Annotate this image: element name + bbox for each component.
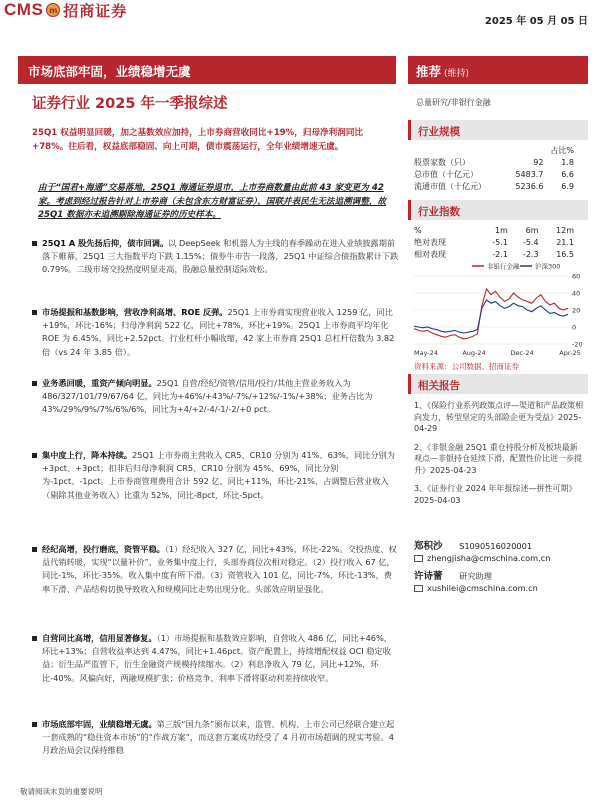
paragraph-text: 第三版“国九条”颁布以来，监管、机构、上市公司已经联合建立起一套成熟的“稳住资本市场”的“作战方案”，而这套方案成功经受了 4 月初市场超调的现实考验。4 月政治局会议保持维稳 (42, 719, 395, 756)
paragraph-proprietary (32, 632, 400, 685)
paragraph-text: （1）市场提振和基数效应影响，自营收入 486 亿，同比+46%，环比+13%；自营收益率达到 4.47%，同比+1.46pct。资产配置上，持续增配权益 OCI 稳定收益；衍生品严监管下，衍生金融资产规模持续缩水。（2）利息净收入 79 亿，同比+12%，环比-40%。风偏向好，两融规模扩张；价格竞争、利率下滑将驱动利差持续收窄。 (42, 633, 392, 683)
paragraph-heading: 25Q1 A 股先扬后抑，债市回调。 (42, 238, 169, 248)
row-value: -5.1 (492, 237, 508, 247)
logo-mark-icon: m (46, 3, 60, 17)
paragraph-market (32, 237, 400, 277)
related-report-link[interactable]: 3、《证券行业 2024 年年报综述—拼性可期》2025-04-03 (414, 484, 577, 505)
section-title-scale: 行业规模 (408, 120, 588, 140)
x-tick-label: Dec-24 (510, 349, 534, 357)
analyst-block (414, 540, 590, 594)
bullet-icon (32, 722, 37, 727)
cms-logo (4, 0, 127, 20)
x-tick-label: May-24 (414, 349, 438, 357)
logo-text-en: CMS (4, 0, 44, 19)
table-row (414, 180, 574, 192)
performance-chart (408, 258, 590, 358)
paragraph-revenue (32, 306, 400, 359)
legend-label: 沪深300 (535, 262, 561, 271)
analyst-row (414, 570, 590, 582)
bullet-icon (32, 636, 37, 641)
bullet-icon (32, 547, 37, 552)
section-title-index: 行业指数 (408, 200, 588, 220)
header-cell: 12m (556, 225, 574, 235)
analyst-cert: S1090516020001 (459, 541, 533, 551)
analyst-email-row (414, 552, 590, 564)
industry-index-table (414, 224, 574, 260)
bullet-icon (32, 310, 37, 315)
paragraph-business (32, 377, 400, 417)
unit-header: 占比% (550, 145, 574, 155)
analyst-role: 研究助理 (459, 571, 492, 581)
row-value: -5.4 (522, 237, 539, 247)
header-cell: % (414, 225, 422, 235)
report-date: 2025 年 05 月 05 日 (484, 16, 588, 27)
y-tick-label: 60 (572, 272, 581, 281)
header-cell: 6m (525, 225, 539, 235)
headline-banner: 市场底部牢固，业绩稳增无虞 (18, 56, 396, 84)
industry-scale-table (414, 144, 574, 192)
y-tick-label: -20 (572, 340, 583, 349)
row-label: 绝对表现 (414, 237, 446, 247)
row-label: 股票家数（只） (414, 157, 470, 167)
legend-label: 非银行金融 (487, 262, 520, 271)
row-pct: 6.6 (561, 169, 574, 179)
row-value: 92 (533, 157, 544, 167)
analyst-email-row (414, 582, 590, 594)
analyst-name: 郑积沙 (414, 541, 443, 552)
related-report-link[interactable]: 1、《保险行业系列政策点评—渠道和产品政策相向发力，转型坚定的头部险企更为受益》2025-04-29 (414, 401, 584, 433)
paragraph-heading: 经纪高增，投行磨底，资管平稳。 (42, 544, 165, 554)
mail-icon (414, 585, 423, 592)
related-report-list (414, 400, 584, 513)
paragraph-text: 以 DeepSeek 和机器人为主线的春季躁动在进入业绩披露期前落下帷幕，25Q1 三大指数平均下跌 1.15%；债券牛市告一段落，25Q1 中证综合债指数累计下跌 0.79%。二级市场交投热度明显走高，股融总量控制适际效松。 (42, 238, 399, 275)
row-label: 总市值（十亿元） (414, 169, 478, 179)
chart-source: 资料来源：公司数据、招商证券 (414, 362, 519, 371)
series-line-1 (414, 300, 568, 333)
logo-text-cn: 招商证券 (63, 1, 128, 20)
paragraph-concentration (32, 449, 400, 502)
mail-icon (414, 555, 423, 562)
header-cell: 1m (494, 225, 508, 235)
document-title: 证券行业 2025 年一季报综述 (32, 96, 228, 112)
analyst-email[interactable]: zhengjisha@cmschina.com.cn (427, 553, 551, 563)
related-report-link[interactable]: 2、《非银金融 25Q1 重仓持股分析及板块最新观点—非银持仓延续下滑，配置性价比进一步提升》2025-04-23 (414, 442, 582, 475)
y-tick-label: 0 (572, 323, 577, 332)
analyst-row (414, 540, 590, 552)
row-value: -2.3 (522, 249, 539, 259)
table-row (414, 156, 574, 168)
sector-note: 总量研究/非银行金融 (416, 98, 491, 107)
bullet-icon (32, 381, 37, 386)
paragraph-text: 25Q1 自营/经纪/资管/信用/投行/其他主营业务收入为 486/327/101/79/67/64 亿，同比为+46%/+43%/-7%/+12%/-1%/+38%；业务占比为 43%/29%/9%/7%/6%/6%，同比为+4/+2/-4/-1/-2/+0 pct。 (42, 378, 373, 415)
table-row (414, 236, 574, 248)
paragraph-brokerage (32, 543, 400, 596)
analyst-email[interactable]: xushilei@cmschina.com.cn (427, 583, 538, 593)
paragraph-outlook (32, 718, 400, 758)
rating-box (408, 56, 588, 84)
analyst-name: 许诗蕾 (414, 571, 443, 582)
table-row (414, 144, 574, 156)
row-value: -2.1 (492, 249, 508, 259)
series-line-0 (414, 289, 568, 339)
paragraph-heading: 市场提振和基数影响，营收净利高增、ROE 反弹。 (42, 307, 228, 317)
sample-note: 由于“国君+海通”交易落地，25Q1 海通证券退市，上市券商数量由此前 43 家变更为 42 家。考虑到经过报告针对上市券商（未包含东方财富证券）、国联并表民生无法追溯调整，故 25Q1 数据亦未追溯剔除海通证券的历史样本。 (38, 183, 387, 220)
paragraph-text: 25Q1 上市券商主营收入 CR5、CR10 分别为 41%、63%，同比分别为+3pct、+3pct；扣非后归母净利润 CR5、CR10 分别为 45%、69%，同比分别为-1pct、-1pct。上市券商管理费用合计 592 亿，同比+11%，环比-21%，占调整后营业收入（剔除其他业务收入）比重为 52%，同比-8pct，环比-5pct。 (42, 450, 395, 500)
paragraph-text: 25Q1 上市券商实现营业收入 1259 亿，同比+19%，环比-16%；归母净利润 522 亿，同比+78%，环比+19%。25Q1 上市券商平均年化 ROE 为 6.45%，同比+2.52pct。行业杠杆小幅收缩，42 家上市券商 25Q1 总杠杆倍数为 3.82 倍（vs 24 年 3.85 倍）。 (42, 307, 395, 357)
rating-sub: (维持) (444, 69, 470, 79)
table-row (414, 168, 574, 180)
row-pct: 1.8 (561, 157, 574, 167)
row-label: 相对表现 (414, 249, 446, 259)
paragraph-heading: 业务悉回暖，重资产倾向明显。 (42, 378, 157, 388)
y-tick-label: 40 (572, 289, 581, 298)
paragraph-heading: 市场底部牢固，业绩稳增无虞。 (42, 719, 157, 729)
row-value: 16.5 (556, 249, 574, 259)
row-pct: 6.9 (561, 181, 574, 191)
row-label: 流通市值（十亿元） (414, 181, 486, 191)
table-row (414, 224, 574, 236)
bullet-icon (32, 241, 37, 246)
bullet-icon (32, 453, 37, 458)
x-tick-label: Aug-24 (462, 349, 486, 357)
paragraph-heading: 自营同比高增，信用显著修复。 (42, 633, 157, 643)
row-value: 5483.7 (515, 169, 544, 179)
paragraph-heading: 集中度上行，降本持续。 (42, 450, 133, 460)
y-tick-label: 20 (572, 306, 581, 315)
paragraph-text: （1）经纪收入 327 亿，同比+43%，环比-22%。交投热度、权益代销转暖，实现“以量补价”，业务集中度上行，头部券商位次相对稳定。（2）投行收入 67 亿，同比-1%，环比-35%。收入集中度有所下滑。（3）资管收入 101 亿，同比-7%，环比-13%，费率下滑、产品结构切换导致收入和规模同比走势出现分化。头部效应明显强化。 (42, 544, 397, 594)
row-value: 5236.6 (515, 181, 544, 191)
x-tick-label: Apr-25 (559, 349, 581, 357)
section-title-related: 相关报告 (408, 374, 588, 394)
report-header (0, 0, 600, 32)
lead-summary: 25Q1 权益明显回暖，加之基数效应加持，上市券商营收同比+19%，归母净利润同比+78%。往后看，权益底部稳固、向上可期，债市震荡运行，全年业绩增速无虞。 (32, 128, 364, 152)
rating-label: 推荐 (416, 64, 442, 79)
footer-disclaimer: 敬请阅读末页的重要说明 (20, 787, 103, 796)
row-value: 21.1 (556, 237, 574, 247)
